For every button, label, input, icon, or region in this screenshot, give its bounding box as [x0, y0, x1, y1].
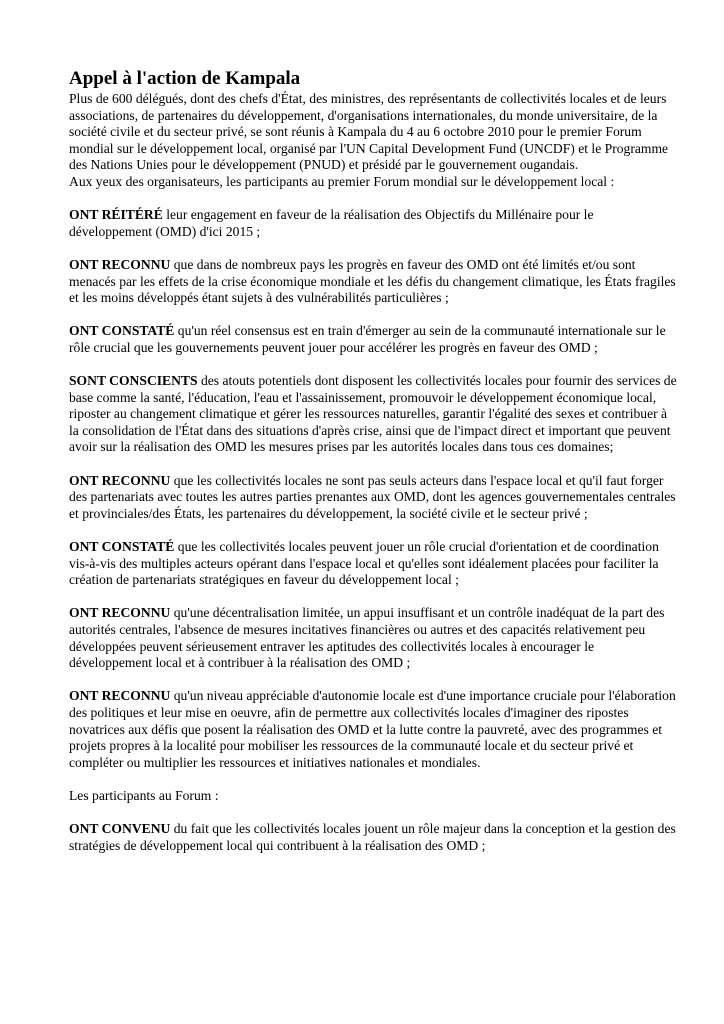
forum-participants-line — [69, 788, 677, 805]
declaration-paragraph — [69, 373, 677, 456]
declaration-text: que les collectivités locales ne sont pas seuls acteurs dans l'espace local et qu'il faut forger des partenariats avec toutes les autres parties prenantes aux OMD, dont les agences gouvernementales centrales et provinciales/des États, les partenaires du développement, la société civile et le secteur privé ; — [69, 472, 676, 521]
declaration-text: que dans de nombreux pays les progrès en faveur des OMD ont été limités et/ou sont menacés par les effets de la crise économique mondiale et les défis du changement climatique, les États fragiles et les moins développés étant sujets à des vulnérabilités particulières ; — [69, 256, 676, 306]
document-title: Appel à l'action de Kampala — [69, 68, 301, 89]
declaration-paragraph — [69, 257, 677, 307]
declaration-lead: SONT CONSCIENTS — [69, 373, 198, 389]
declaration-paragraph — [69, 473, 677, 523]
declaration-lead: ONT RECONNU — [69, 256, 171, 272]
declaration-paragraph — [69, 821, 677, 854]
declaration-lead: ONT CONSTATÉ — [69, 323, 175, 339]
declaration-text: du fait que les collectivités locales jouent un rôle majeur dans la conception et la gestion des stratégies de développement local qui contribuent à la réalisation des OMD ; — [69, 821, 676, 853]
declaration-text: leur engagement en faveur de la réalisation des Objectifs du Millénaire pour le développement (OMD) d'ici 2015 ; — [69, 207, 594, 239]
declaration-text: Les participants au Forum : — [69, 787, 219, 803]
declaration-text: que les collectivités locales peuvent jouer un rôle crucial d'orientation et de coordination vis-à-vis des multiples acteurs opérant dans l'espace local et qu'elles sont idéalement placées pour faciliter la création de partenariats stratégiques en faveur du développement local ; — [69, 539, 659, 588]
declaration-paragraph — [69, 539, 677, 589]
declaration-lead: ONT RECONNU — [69, 688, 171, 704]
declaration-text: qu'un niveau appréciable d'autonomie locale est d'une importance cruciale pour l'élaboration des politiques et leur mise en oeuvre, afin de permettre aux collectivités locales d'imaginer des ripostes novatrices aux défis que posent la réalisation des OMD et la lutte contre la pauvreté, avec des programmes et projets propres à la localité pour mobiliser les ressources de la communauté locale et du secteur privé et compléter ou multiplier les ressources et initiatives nationales et mondiales. — [69, 688, 676, 770]
preamble-line: Aux yeux des organisateurs, les participants au premier Forum mondial sur le développement local : — [69, 173, 615, 189]
declaration-lead: ONT CONSTATÉ — [69, 539, 175, 555]
declaration-text: qu'une décentralisation limitée, un appui insuffisant et un contrôle inadéquat de la part des autorités centrales, l'absence de mesures incitatives financières ou autres et des capacités relativement peu développées peuvent sérieusement entraver les aptitudes des collectivités locales à encourager le développement local et à contribuer à la réalisation des OMD ; — [69, 605, 665, 671]
declaration-paragraph — [69, 688, 677, 771]
declaration-paragraph — [69, 207, 677, 240]
declaration-text: des atouts potentiels dont disposent les collectivités locales pour fournir des services de base comme la santé, l'éducation, l'eau et l'assainissement, promouvoir le développement économique local, riposter au changement climatique et gérer les ressources naturelles, garantir l'égalité des sexes et contribuer à la consolidation de l'État dans des situations d'après crise, ainsi que de l'impact direct et important que peuvent avoir sur la réalisation des OMD les mesures prises par les autorités locales dans tous ces domaines; — [69, 373, 677, 455]
declaration-paragraph — [69, 605, 677, 671]
declaration-lead: ONT RECONNU — [69, 472, 171, 488]
declaration-lead: ONT RÉITÉRÉ — [69, 207, 163, 223]
declaration-text: qu'un réel consensus est en train d'émerger au sein de la communauté internationale sur le rôle crucial que les gouvernements peuvent jouer pour accélérer les progrès en faveur des OMD ; — [69, 323, 666, 355]
declaration-lead: ONT CONVENU — [69, 821, 171, 837]
declaration-lead: ONT RECONNU — [69, 605, 171, 621]
declaration-paragraph — [69, 323, 677, 356]
document-content — [69, 68, 677, 854]
intro-paragraph: Plus de 600 délégués, dont des chefs d'État, des ministres, des représentants de collectivités locales et de leurs associations, de partenaires du développement, d'organisations internationales, du monde universitaire, de la société civile et du secteur privé, se sont réunis à Kampala du 4 au 6 octobre 2010 pour le premier Forum mondial sur le développement local, organisé par l'UN Capital Development Fund (UNCDF) et le Programme des Nations Unies pour le développement (PNUD) et présidé par le gouvernement ougandais. — [69, 91, 669, 173]
